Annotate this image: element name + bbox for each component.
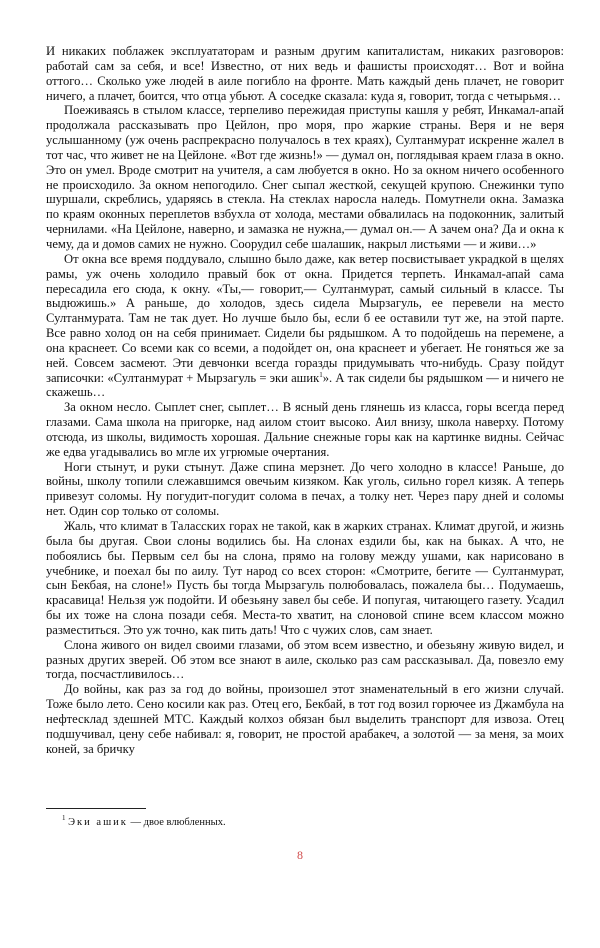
footnote-term: Эки ашик [68, 817, 128, 828]
paragraph: Жаль, что климат в Таласских горах не такой, как в жарких странах. Климат другой, и жизнь была бы другая. Свои слоны водились бы. На слонах ездили бы, как на быках. А что, не побоялись бы. Первым сел бы на слона, прямо на голову между ушами, как нарисовано в учебнике, и поехал бы по аилу. Тут народ со всех сторон: «Смотрите, бегите — Султанмурат, сын Бекбая, на слоне!» Пусть бы тогда Мырзагуль полюбовалась, пожалела бы… Подумаешь, красавица! Нельзя уж подойти. И обезьяну завел бы себе. И попугая, читающего газету. Усадил бы их тоже на слона позади себя. Места-то хватит, на слоновой спине всем классом можно разместиться. Это уж точно, как пить дать! Что с чужих слов, сам знает. [46, 519, 564, 637]
footnote-reference: 1 [319, 370, 323, 379]
paragraph-text: От окна все время поддувало, слышно было даже, как ветер посвистывает украдкой в щелях рамы, уж очень холодило правый бок от окна. Придется терпеть. Инкамал-апай сама пересадила его сюда, к окну. «Ты,— говорит,— Султанмурат, самый сильный в классе. Ты выдюжишь.» А раньше, до холодов, здесь сидела Мырзагуль, ее перевели на место Султанмурата. Там не так дует. Но лучше было бы, если б ее оставили тут же, на этой парте. Все равно холод он на себя принимает. Сидели бы рядышком. А то подойдешь на перемене, а она краснеет. Со всеми как со всеми, а подойдет он, она краснеет и убегает. Не гоняться же за ней. Совсем засмеют. Эти девчонки всегда горазды придумывать что-нибудь. Сразу пойдут записочки: «Султанмурат + Мырзагуль = эки ашик [46, 251, 564, 385]
paragraph: Слона живого он видел своими глазами, об этом всем известно, и обезьяну живую видел, и разных других зверей. Об этом все знают в аиле, сколько раз сам рассказывал. Да, повезло ему тогда, посчастливилось… [46, 637, 564, 682]
paragraph: До войны, как раз за год до войны, произошел этот знаменательный в его жизни случай. Тоже было лето. Сено косили как раз. Отец его, Бекбай, в тот год возил горючее из Джамбула на нефтесклад здешней МТС. Каждый колхоз обязан был выделить транспорт для извоза. Отец подшучивал, цену себе набивал: я, говорит, не простой арабакеч, а золотой — за меня, за моих коней, за бричку [46, 682, 564, 756]
paragraph: Поеживаясь в стылом классе, терпеливо пережидая приступы кашля у ребят, Инкамал-апай продолжала рассказывать про Цейлон, про моря, про жаркие страны. Веря и не веря услышанному (уж очень распрекрасно получалось в тех краях), Султанмурат искренне жалел в тот час, что живет не на Цейлоне. «Вот где жизнь!» — думал он, поглядывая краем глаза в окно. Это он умел. Вроде смотрит на учителя, а сам любуется в окно. Но за окном ничего особенного не происходило. За окном непогодило. Снег сыпал жесткой, секущей крупою. Снежинки тупо шуршали, скреблись, ударяясь в стекла. На стеклах наросла наледь. Помутнели окна. Замазка по краям оконных переплетов взбухла от холода, местами обвалилась на подоконник, залитый чернилами. «На Цейлоне, наверно, и замазка не нужна,— думал он.— А зачем она? Да и окна к чему, да и домов самих не нужно. Соорудил себе шалашик, накрыл листьями — и живи…» [46, 103, 564, 251]
paragraph [46, 252, 564, 400]
paragraph: И никаких поблажек эксплуататорам и разным другим капиталистам, никаких разговоров: работай сам за себя, и все! Известно, от них ведь и фашисты происходят… Вот и война оттого… Сколько уже людей в аиле погибло на фронте. Мать каждый день плачет, не говорит ничего, а плачет, боится, что отца убьют. А соседке сказала: куда я, говорит, тогда с четырьмя… [46, 44, 564, 103]
page-number: 8 [297, 848, 303, 862]
footnote-text: — двое влюбленных. [127, 817, 226, 828]
paragraph: За окном несло. Сыплет снег, сыплет… В ясный день глянешь из класса, горы всегда перед глазами. Сама школа на пригорке, над аилом стоит высоко. Аил внизу, школа наверху. Потому отсюда, из школы, видимость хорошая. Дальние снежные горы как на картинке видны. Сейчас же едва угадывались во мгле их угрюмые очертания. [46, 400, 564, 459]
paragraph-text-continued: ». А так сидели бы рядышком — и ничего не скажешь… [46, 370, 564, 400]
footnote-divider [46, 808, 146, 809]
paragraph: Ноги стынут, и руки стынут. Даже спина мерзнет. До чего холодно в классе! Раньше, до войны, школу топили слежавшимся овечьим кизяком. Как уголь, сильно горел кизяк. А теперь привезут соломы. Ну погудит-погудит солома в печах, а толку нет. Через пару дней и соломы нет. Один сор только от соломы. [46, 459, 564, 519]
book-page-body [46, 44, 564, 757]
footnote [62, 816, 542, 829]
footnote-marker: 1 [62, 814, 66, 822]
